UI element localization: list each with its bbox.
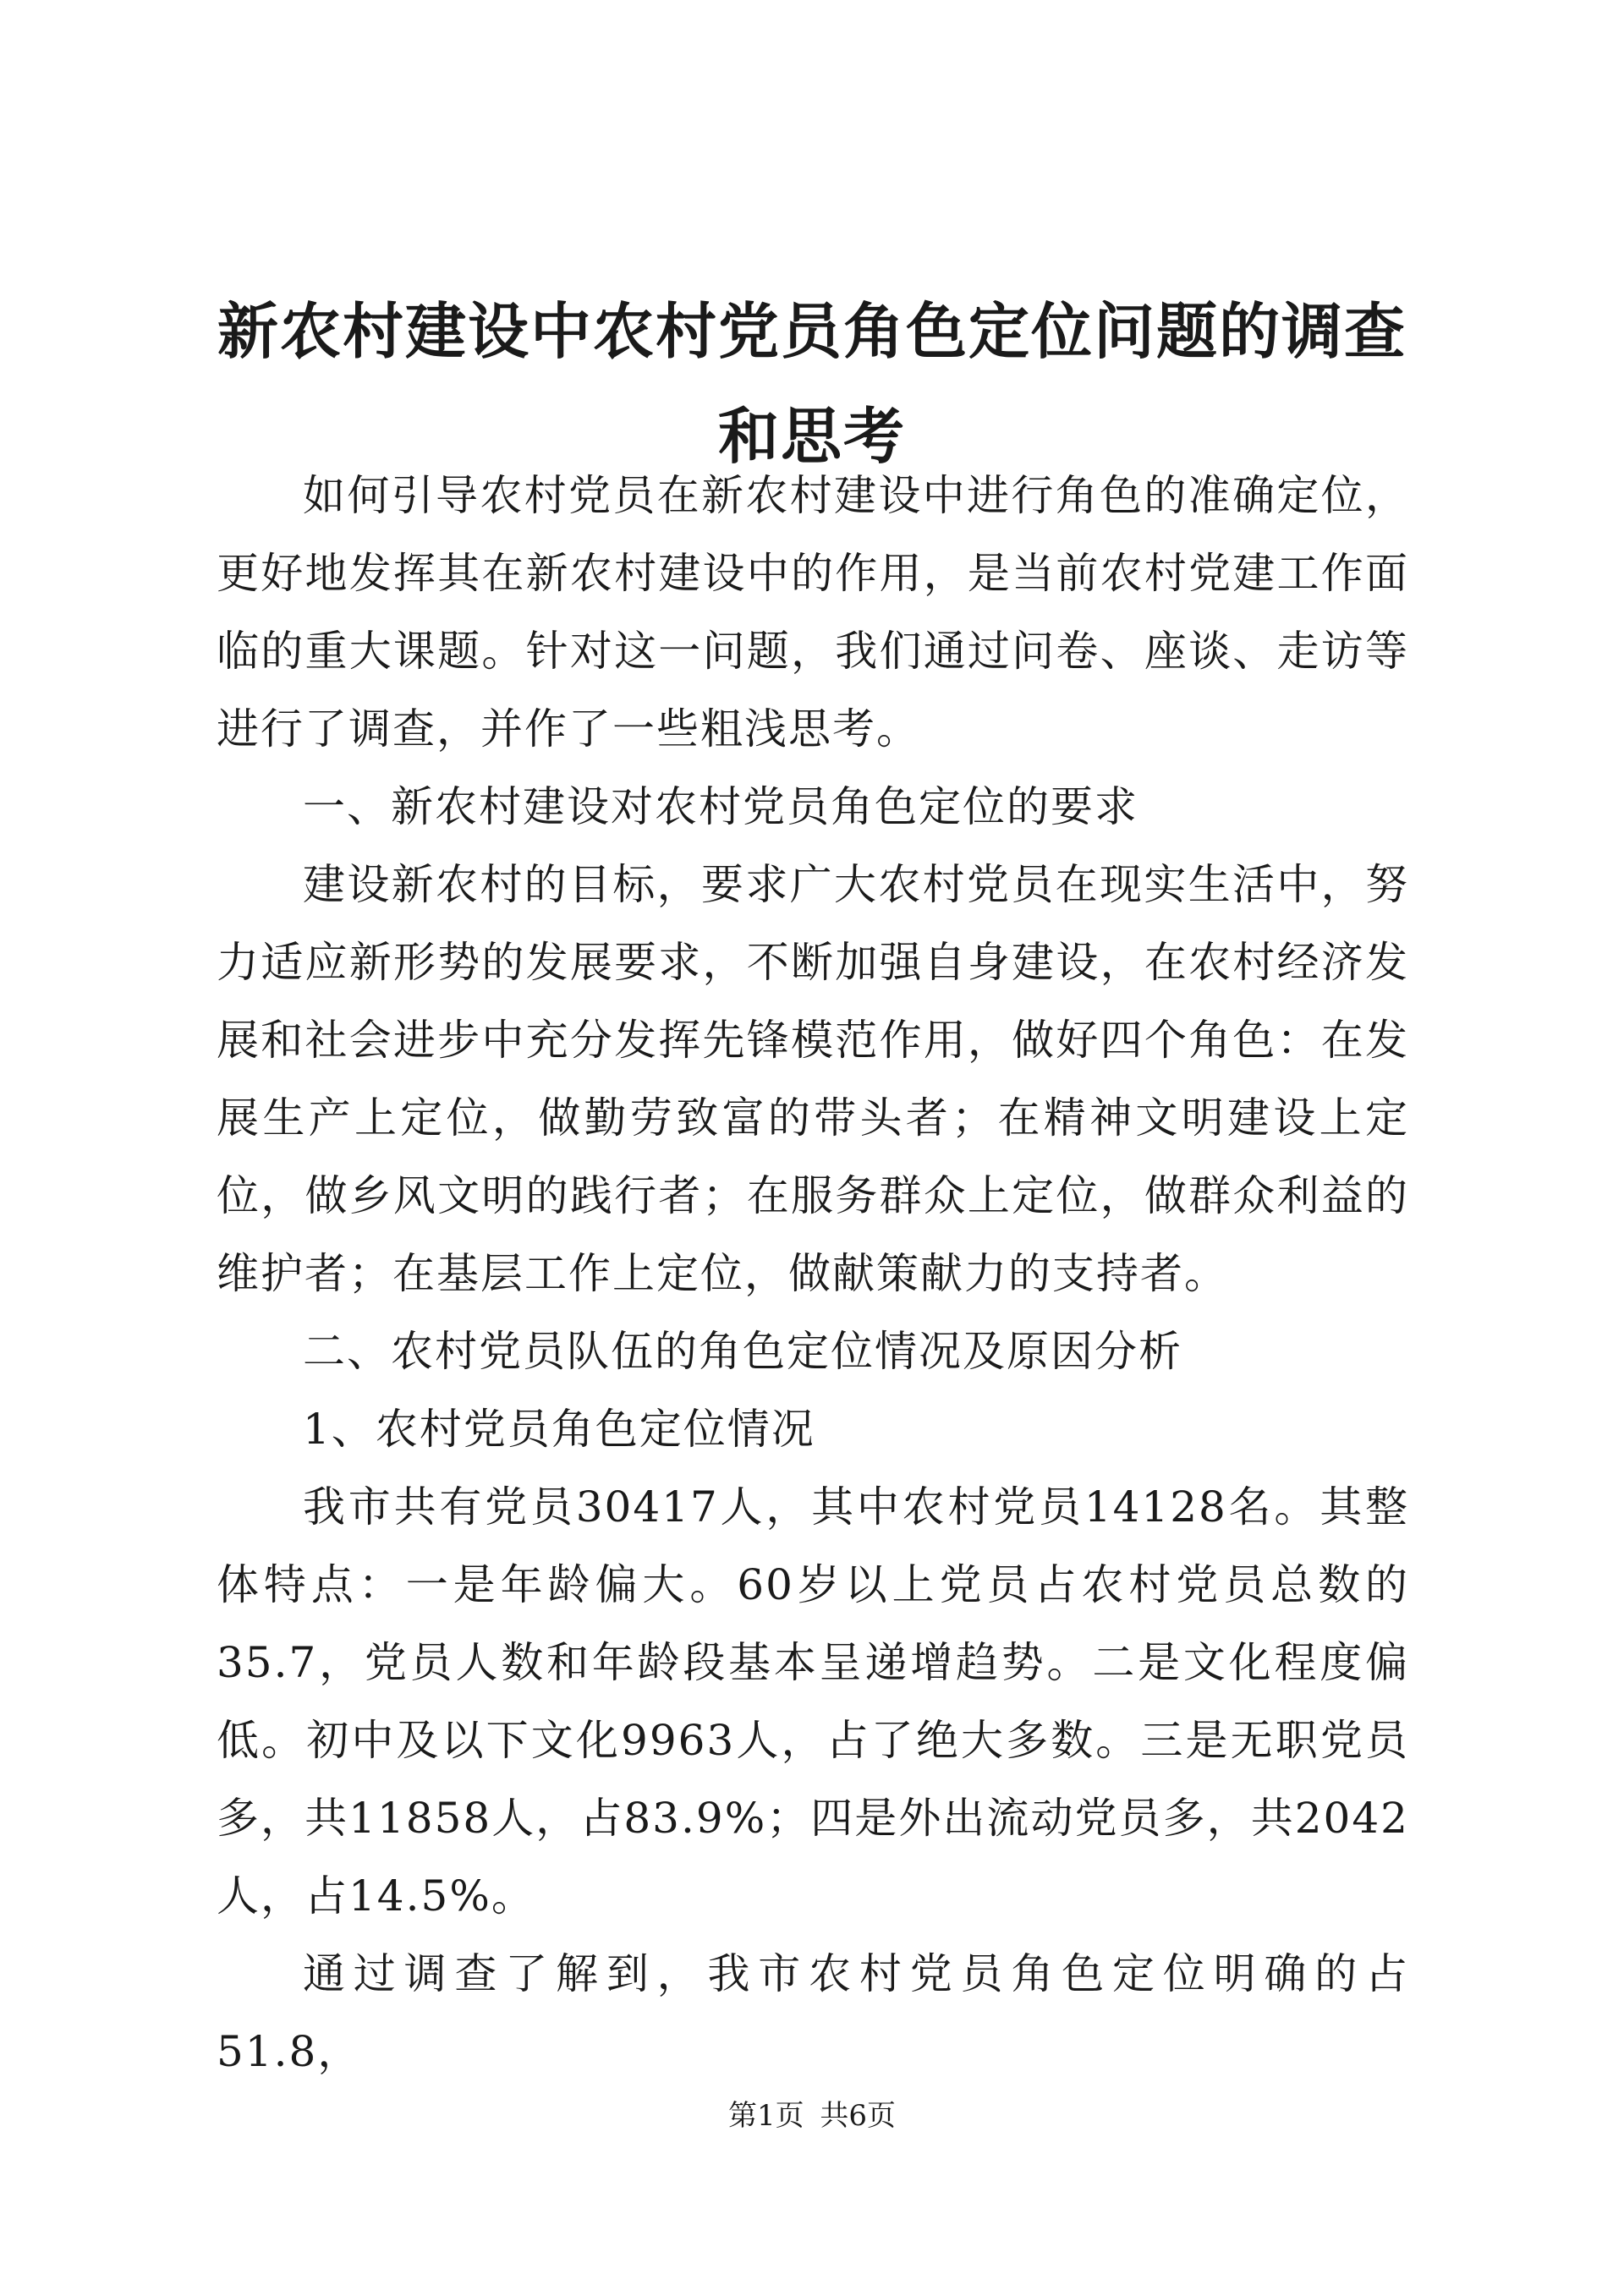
- paragraph-requirements: 建设新农村的目标，要求广大农村党员在现实生活中，努力适应新形势的发展要求，不断加强自身建设，在农村经济发展和社会进步中充分发挥先锋模范作用，做好四个角色：在发展生产上定位，做勤劳致富的带头者；在精神文明建设上定位，做乡风文明的践行者；在服务群众上定位，做群众利益的维护者；在基层工作上定位，做献策献力的支持者。: [217, 860, 1409, 1298]
- paragraph-statistics: 我市共有党员30417人，其中农村党员14128名。其整体特点：一是年龄偏大。60岁以上党员占农村党员总数的35.7，党员人数和年龄段基本呈递增趋势。二是文化程度偏低。初中及以下文化9963人，占了绝大多数。三是无职党员多，共11858人，占83.9%；四是外出流动党员多，共2042人，占14.5%。: [217, 1482, 1409, 1921]
- paragraph-survey: 通过调查了解到，我市农村党员角色定位明确的占51.8，: [217, 1949, 1409, 2076]
- page-number: 第1页: [727, 2099, 804, 2133]
- document-body: [217, 457, 1409, 2091]
- subsection-heading-1: 1、农村党员角色定位情况: [303, 1405, 815, 1454]
- section-heading-2: 二、农村党员队伍的角色定位情况及原因分析: [303, 1327, 1182, 1376]
- section-heading-1: 一、新农村建设对农村党员角色定位的要求: [303, 782, 1138, 831]
- paragraph-intro: 如何引导农村党员在新农村建设中进行角色的准确定位，更好地发挥其在新农村建设中的作用，是当前农村党建工作面临的重大课题。针对这一问题，我们通过问卷、座谈、走访等进行了调查，并作了一些粗浅思考。: [217, 471, 1409, 753]
- document-title: 新农村建设中农村党员角色定位问题的调查和思考: [217, 295, 1407, 473]
- page-footer: [0, 2095, 1624, 2137]
- total-pages: 共6页: [820, 2099, 897, 2133]
